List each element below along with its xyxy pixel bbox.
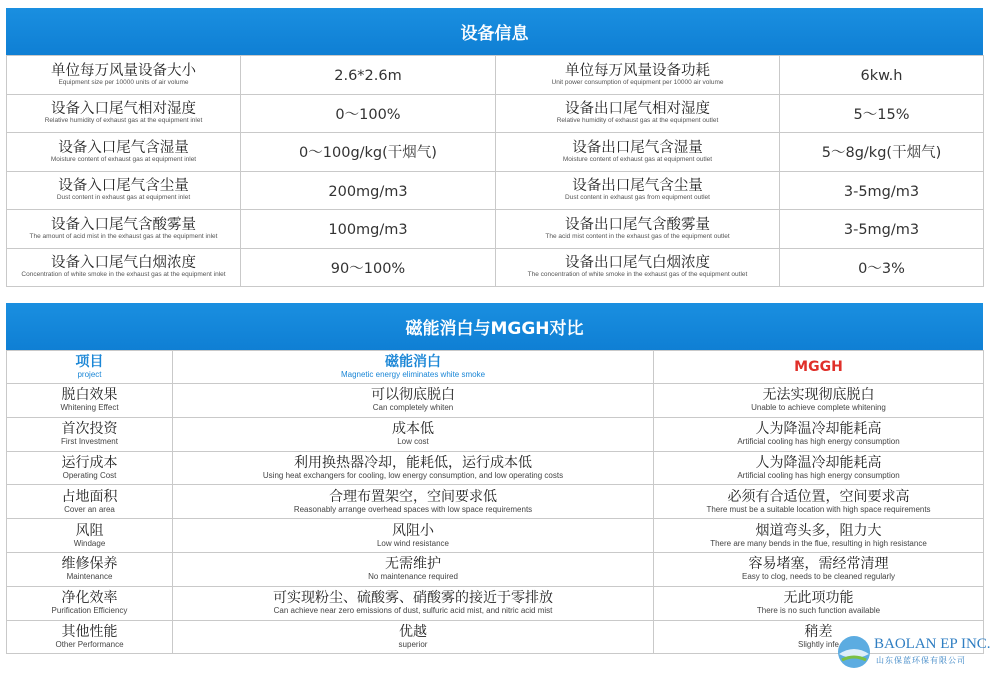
- comparison-magnetic-en: Can completely whiten: [372, 403, 454, 413]
- info-right-label-en: The concentration of white smoke in the exhaust gas of the equipment outlet: [527, 271, 748, 279]
- comparison-row: [7, 451, 984, 485]
- logo-globe-icon: [836, 634, 872, 670]
- comparison-mggh: 稍差: [804, 623, 833, 640]
- info-right-value-cell: [780, 94, 984, 133]
- comparison-item-cell: [7, 485, 173, 519]
- comparison-table: [6, 350, 984, 654]
- info-right-label-cell: [496, 56, 780, 95]
- comparison-item-cell: [7, 586, 173, 620]
- comparison-mggh-cell: [654, 417, 984, 451]
- info-left-value: 0～100g/kg(干烟气): [299, 145, 437, 162]
- info-right-label-cell: [496, 133, 780, 172]
- comparison-row: [7, 519, 984, 553]
- comparison-magnetic-cell: [173, 485, 654, 519]
- info-left-label: 设备入口尾气含湿量: [58, 139, 189, 156]
- info-right-label-cell: [496, 94, 780, 133]
- comparison-magnetic: 优越: [399, 623, 427, 640]
- comparison-magnetic-cell: [173, 417, 654, 451]
- info-right-label: 设备出口尾气含湿量: [572, 139, 703, 156]
- comparison-item-en: First Investment: [61, 437, 118, 447]
- info-left-label-cell: [7, 94, 241, 133]
- info-right-value: 3-5mg/m3: [843, 183, 920, 200]
- info-right-label: 设备出口尾气含酸雾量: [565, 216, 710, 233]
- info-right-label: 单位每万风量设备功耗: [565, 62, 710, 79]
- comparison-magnetic: 成本低: [392, 421, 434, 438]
- comparison-magnetic-en: Reasonably arrange overhead spaces with low space requirements: [293, 504, 533, 514]
- info-left-label: 设备入口尾气白烟浓度: [51, 255, 196, 272]
- comparison-item-cell: [7, 519, 173, 553]
- info-right-value: 5～15%: [853, 106, 910, 123]
- info-right-label: 设备出口尾气含尘量: [572, 178, 703, 195]
- comparison-mggh: 无此项功能: [783, 590, 854, 607]
- comparison-mggh-en: Easy to clog, needs to be cleaned regularly: [742, 572, 895, 582]
- comparison-mggh-en: Slightly infe: [798, 639, 839, 649]
- logo-name: BAOLAN EP INC.: [874, 636, 991, 652]
- equipment-info-table: [6, 55, 984, 287]
- info-left-label-en: Equipment size per 10000 units of air volume: [58, 78, 189, 86]
- comparison-item-cell: [7, 451, 173, 485]
- head-magnetic-en: Magnetic energy eliminates white smoke: [340, 370, 486, 379]
- equipment-info-header: [6, 8, 983, 55]
- comparison-magnetic: 可以彻底脱白: [371, 387, 455, 404]
- head-magnetic-cell: [173, 351, 654, 384]
- comparison-item-en: Purification Efficiency: [51, 606, 128, 616]
- info-right-value: 6kw.h: [860, 68, 903, 85]
- info-right-label: 设备出口尾气相对湿度: [565, 101, 710, 118]
- comparison-item: 净化效率: [61, 590, 118, 607]
- info-left-value-cell: [241, 171, 496, 210]
- info-right-label-en: The acid mist content in the exhaust gas of the equipment outlet: [545, 232, 730, 240]
- head-mggh-cell: [654, 351, 984, 384]
- comparison-magnetic-cell: [173, 586, 654, 620]
- comparison-mggh-cell: [654, 384, 984, 418]
- equipment-info-title: 设备信息: [460, 24, 529, 44]
- info-left-label-en: Concentration of white smoke in the exhaust gas at the equipment inlet: [21, 271, 226, 279]
- comparison-magnetic: 无需维护: [385, 556, 441, 573]
- comparison-magnetic-en: No maintenance required: [368, 572, 458, 582]
- comparison-magnetic-cell: [173, 552, 654, 586]
- comparison-table-head: [7, 351, 984, 384]
- comparison-magnetic-cell: [173, 620, 654, 654]
- info-left-value: 100mg/m3: [328, 222, 408, 239]
- info-left-value-cell: [241, 248, 496, 287]
- comparison-magnetic-en: superior: [398, 639, 428, 649]
- comparison-item-en: Whitening Effect: [60, 403, 119, 413]
- comparison-item-en: Maintenance: [66, 572, 113, 582]
- comparison-mggh: 必须有合适位置，空间要求高: [727, 488, 910, 505]
- comparison-mggh-en: There are many bends in the flue, resulting in high resistance: [710, 538, 927, 548]
- comparison-row: [7, 485, 984, 519]
- info-left-label-en: Moisture content of exhaust gas at equipment inlet: [50, 155, 197, 163]
- info-right-label-en: Relative humidity of exhaust gas at the equipment outlet: [556, 117, 719, 125]
- comparison-magnetic-cell: [173, 451, 654, 485]
- info-right-label-cell: [496, 248, 780, 287]
- comparison-item-cell: [7, 384, 173, 418]
- info-right-value-cell: [780, 56, 984, 95]
- info-left-value-cell: [241, 133, 496, 172]
- info-row: [7, 56, 984, 95]
- comparison-mggh-en: There is no such function available: [756, 606, 881, 616]
- comparison-mggh-en: Unable to achieve complete whitening: [751, 403, 886, 413]
- comparison-magnetic: 风阻小: [392, 522, 434, 539]
- comparison-title: 磁能消白与MGGH对比: [405, 319, 584, 339]
- info-right-label-en: Moisture content of exhaust gas at equipment outlet: [562, 155, 713, 163]
- info-right-value-cell: [780, 171, 984, 210]
- comparison-row: [7, 384, 984, 418]
- comparison-header: [6, 303, 983, 350]
- comparison-item: 维修保养: [61, 556, 118, 573]
- comparison-mggh-cell: [654, 552, 984, 586]
- info-left-value-cell: [241, 94, 496, 133]
- comparison-item-en: Cover an area: [64, 504, 115, 514]
- comparison-item: 其他性能: [61, 623, 118, 640]
- info-right-value-cell: [780, 248, 984, 287]
- info-right-value: 0～3%: [858, 260, 905, 277]
- head-item-en: project: [77, 370, 102, 379]
- comparison-item-cell: [7, 417, 173, 451]
- info-right-value-cell: [780, 210, 984, 249]
- info-right-value: 3-5mg/m3: [843, 222, 920, 239]
- info-row: [7, 248, 984, 287]
- head-item-cn: 项目: [75, 354, 104, 370]
- info-row: [7, 210, 984, 249]
- comparison-item: 脱白效果: [61, 387, 118, 404]
- comparison-magnetic-en: Low cost: [397, 437, 429, 447]
- info-left-value-cell: [241, 210, 496, 249]
- comparison-mggh-en: Artificial cooling has high energy consumption: [737, 470, 900, 480]
- comparison-item: 风阻: [75, 522, 104, 539]
- head-item-cell: [7, 351, 173, 384]
- info-right-label-cell: [496, 210, 780, 249]
- comparison-mggh-en: There must be a suitable location with high space requirements: [706, 504, 931, 514]
- info-left-value: 200mg/m3: [328, 183, 408, 200]
- info-right-label-en: Dust content in exhaust gas from equipment outlet: [565, 194, 710, 202]
- info-left-label-cell: [7, 133, 241, 172]
- comparison-item-cell: [7, 620, 173, 654]
- info-row: [7, 171, 984, 210]
- comparison-magnetic: 可实现粉尘、硫酸雾、硝酸雾的接近于零排放: [273, 590, 553, 607]
- info-left-label-cell: [7, 171, 241, 210]
- info-right-value-cell: [780, 133, 984, 172]
- info-left-value: 2.6*2.6m: [334, 68, 402, 85]
- comparison-item-en: Windage: [73, 538, 106, 548]
- info-row: [7, 94, 984, 133]
- info-right-label-cell: [496, 171, 780, 210]
- comparison-mggh: 容易堵塞，需经常清理: [748, 556, 889, 573]
- info-left-label: 设备入口尾气含酸雾量: [51, 216, 196, 233]
- comparison-item: 占地面积: [61, 488, 118, 505]
- info-left-label-cell: [7, 248, 241, 287]
- comparison-item: 首次投资: [61, 421, 118, 438]
- info-left-label-en: Dust content in exhaust gas at equipment inlet: [56, 194, 191, 202]
- info-right-label: 设备出口尾气白烟浓度: [565, 255, 710, 272]
- comparison-magnetic-en: Low wind resistance: [376, 538, 450, 548]
- head-mggh-cn: MGGH: [794, 359, 843, 375]
- comparison-magnetic-cell: [173, 519, 654, 553]
- info-left-label-en: Relative humidity of exhaust gas at the equipment inlet: [44, 117, 203, 125]
- comparison-mggh-cell: [654, 586, 984, 620]
- info-left-label: 单位每万风量设备大小: [51, 62, 196, 79]
- comparison-mggh: 人为降温冷却能耗高: [755, 454, 882, 471]
- comparison-row: [7, 552, 984, 586]
- comparison-magnetic: 利用换热器冷却，能耗低，运行成本低: [294, 454, 532, 471]
- company-logo: [836, 632, 996, 672]
- comparison-row: [7, 586, 984, 620]
- info-left-label: 设备入口尾气相对湿度: [51, 101, 196, 118]
- info-left-value-cell: [241, 56, 496, 95]
- comparison-magnetic-cell: [173, 384, 654, 418]
- info-left-label-en: The amount of acid mist in the exhaust gas at the equipment inlet: [29, 232, 218, 240]
- comparison-item-en: Other Performance: [55, 639, 124, 649]
- info-right-label-en: Unit power consumption of equipment per 10000 air volume: [551, 78, 724, 86]
- comparison-mggh: 烟道弯头多，阻力大: [755, 522, 882, 539]
- comparison-mggh: 人为降温冷却能耗高: [755, 421, 882, 438]
- comparison-item-cell: [7, 552, 173, 586]
- comparison-magnetic-en: Can achieve near zero emissions of dust, sulfuric acid mist, and nitric acid mist: [273, 606, 553, 616]
- info-left-label: 设备入口尾气含尘量: [58, 178, 189, 195]
- info-left-value: 0～100%: [335, 106, 401, 123]
- info-left-label-cell: [7, 56, 241, 95]
- head-magnetic-cn: 磁能消白: [385, 354, 441, 370]
- comparison-row: [7, 417, 984, 451]
- comparison-item-en: Operating Cost: [62, 470, 117, 480]
- info-left-label-cell: [7, 210, 241, 249]
- comparison-magnetic-en: Using heat exchangers for cooling, low energy consumption, and low operating costs: [262, 470, 564, 480]
- comparison-mggh-en: Artificial cooling has high energy consumption: [737, 437, 900, 447]
- comparison-mggh-cell: [654, 485, 984, 519]
- info-right-value: 5～8g/kg(干烟气): [821, 145, 942, 162]
- logo-subtitle: 山东保蓝环保有限公司: [876, 656, 966, 665]
- comparison-mggh: 无法实现彻底脱白: [762, 387, 875, 404]
- info-row: [7, 133, 984, 172]
- comparison-mggh-cell: [654, 451, 984, 485]
- info-left-value: 90～100%: [330, 260, 406, 277]
- comparison-mggh-cell: [654, 519, 984, 553]
- comparison-item: 运行成本: [61, 454, 118, 471]
- comparison-magnetic: 合理布置架空，空间要求低: [329, 488, 497, 505]
